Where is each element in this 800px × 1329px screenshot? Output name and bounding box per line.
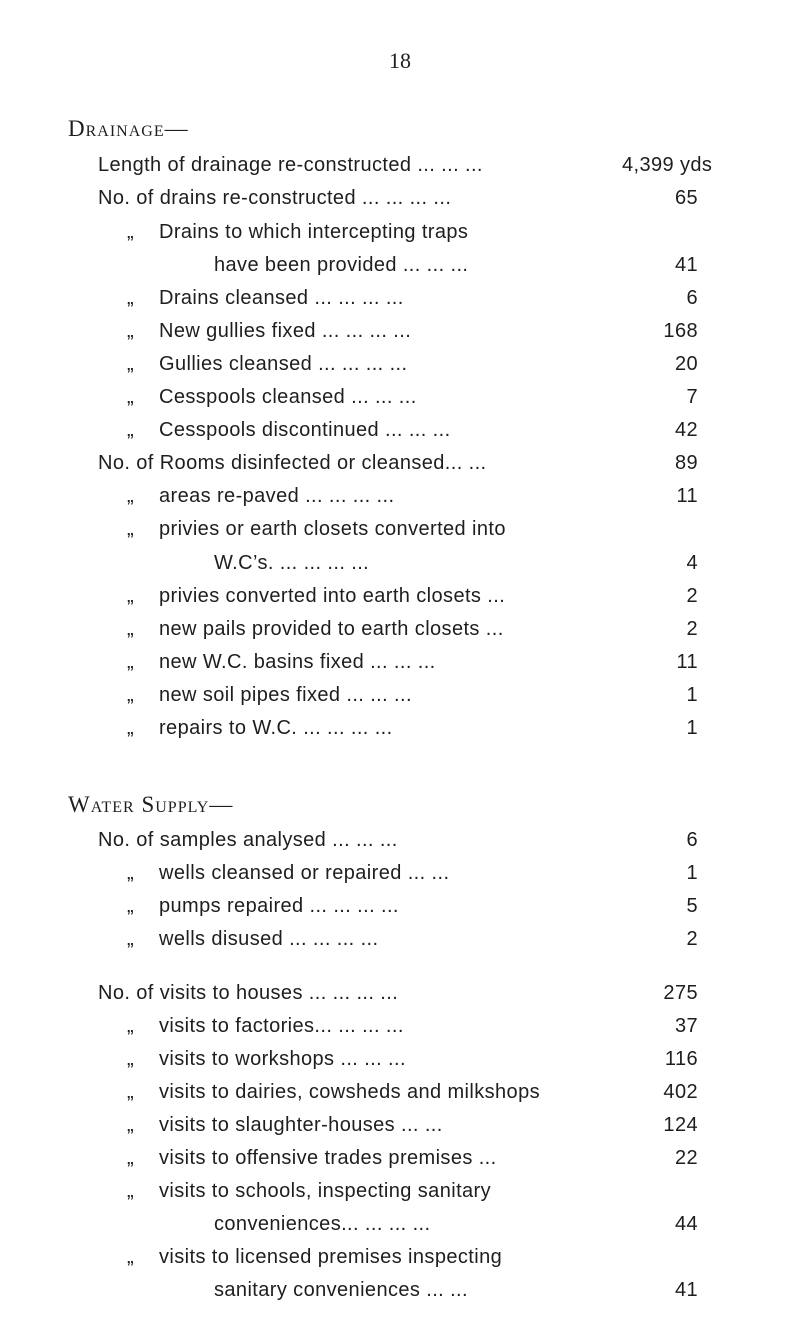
ditto-mark: „ — [127, 386, 135, 408]
row-label: No. of drains re-constructed ... ... ... ... — [98, 187, 452, 209]
row-label: conveniences... ... ... ... — [214, 1213, 431, 1235]
table-row — [0, 823, 800, 857]
ditto-mark: „ — [127, 485, 135, 507]
water-supply-heading: Water Supply— — [68, 792, 234, 817]
row-value: 1 — [686, 862, 698, 884]
row-value: 275 — [663, 982, 698, 1004]
table-row — [0, 1009, 800, 1043]
ditto-mark: „ — [127, 221, 135, 243]
table-row — [0, 678, 800, 712]
row-label: areas re-paved ... ... ... ... — [159, 485, 395, 507]
row-label: No. of samples analysed ... ... ... — [98, 829, 398, 851]
table-row — [0, 922, 800, 956]
table-row — [0, 546, 800, 580]
ditto-mark: „ — [127, 585, 135, 607]
table-row — [0, 612, 800, 646]
row-label: visits to offensive trades premises ... — [159, 1147, 497, 1169]
ditto-mark: „ — [127, 684, 135, 706]
ditto-mark: „ — [127, 1246, 135, 1268]
row-label: visits to dairies, cowsheds and milkshops — [159, 1081, 540, 1103]
row-value: 4,399 yds — [622, 154, 713, 176]
row-label: sanitary conveniences ... ... — [214, 1279, 468, 1301]
row-label: Length of drainage re-constructed ... ... ... — [98, 154, 483, 176]
ditto-mark: „ — [127, 928, 135, 950]
table-row — [0, 645, 800, 679]
row-label: New gullies fixed ... ... ... ... — [159, 320, 412, 342]
ditto-mark: „ — [127, 862, 135, 884]
ditto-mark: „ — [127, 1114, 135, 1136]
table-row — [0, 856, 800, 890]
table-row — [0, 248, 800, 282]
row-value: 41 — [674, 254, 698, 276]
table-row — [0, 281, 800, 315]
row-value: 1 — [686, 684, 698, 706]
row-label: visits to licensed premises inspecting — [159, 1246, 503, 1268]
row-value: 11 — [676, 485, 698, 507]
row-value: 116 — [664, 1048, 698, 1070]
ditto-mark: „ — [127, 1048, 135, 1070]
table-row — [0, 1141, 800, 1175]
ditto-mark: „ — [127, 618, 135, 640]
row-label: repairs to W.C. ... ... ... ... — [159, 717, 393, 739]
drainage-heading: Drainage— — [68, 116, 189, 141]
table-row — [0, 413, 800, 447]
ditto-mark: „ — [127, 895, 135, 917]
row-value: 6 — [686, 829, 698, 851]
table-row — [0, 1108, 800, 1142]
row-value: 65 — [674, 187, 698, 209]
row-label: Cesspools discontinued ... ... ... — [159, 419, 451, 441]
table-row — [0, 1207, 800, 1241]
row-value: 5 — [686, 895, 698, 917]
row-value: 89 — [674, 452, 698, 474]
row-value: 37 — [674, 1015, 698, 1037]
table-row — [0, 512, 800, 546]
row-label: Drains to which intercepting traps — [159, 221, 469, 243]
row-label: wells cleansed or repaired ... ... — [159, 862, 450, 884]
row-label: No. of Rooms disinfected or cleansed... ... — [98, 452, 487, 474]
row-value: 1 — [686, 717, 698, 739]
row-label: privies converted into earth closets ... — [159, 585, 506, 607]
row-value: 6 — [686, 287, 698, 309]
row-label: wells disused ... ... ... ... — [159, 928, 379, 950]
row-label: No. of visits to houses ... ... ... ... — [98, 982, 399, 1004]
row-label: visits to slaughter-houses ... ... — [159, 1114, 443, 1136]
row-value: 2 — [686, 618, 698, 640]
table-row — [0, 446, 800, 480]
row-value: 2 — [686, 585, 698, 607]
table-row — [0, 976, 800, 1010]
ditto-mark: „ — [127, 1015, 135, 1037]
ditto-mark: „ — [127, 320, 135, 342]
ditto-mark: „ — [127, 518, 135, 540]
ditto-mark: „ — [127, 287, 135, 309]
row-label: W.C’s. ... ... ... ... — [214, 552, 370, 574]
row-label: new W.C. basins fixed ... ... ... — [159, 651, 436, 673]
row-label: Cesspools cleansed ... ... ... — [159, 386, 417, 408]
table-row — [0, 1240, 800, 1274]
table-row — [0, 889, 800, 923]
row-value: 42 — [674, 419, 698, 441]
row-value: 20 — [674, 353, 698, 375]
ditto-mark: „ — [127, 1081, 135, 1103]
row-value: 2 — [686, 928, 698, 950]
ditto-mark: „ — [127, 1147, 135, 1169]
row-value: 4 — [686, 552, 698, 574]
table-row — [0, 148, 800, 182]
row-label: have been provided ... ... ... — [214, 254, 469, 276]
ditto-mark: „ — [127, 1180, 135, 1202]
row-value: 44 — [674, 1213, 698, 1235]
row-label: visits to factories... ... ... ... — [159, 1015, 404, 1037]
row-label: privies or earth closets converted into — [159, 518, 506, 540]
row-value: 11 — [676, 651, 698, 673]
table-row — [0, 1042, 800, 1076]
table-row — [0, 479, 800, 513]
row-label: Drains cleansed ... ... ... ... — [159, 287, 404, 309]
row-label: visits to workshops ... ... ... — [159, 1048, 406, 1070]
table-row — [0, 314, 800, 348]
row-label: new pails provided to earth closets ... — [159, 618, 504, 640]
table-row — [0, 579, 800, 613]
ditto-mark: „ — [127, 419, 135, 441]
table-row — [0, 380, 800, 414]
row-label: pumps repaired ... ... ... ... — [159, 895, 399, 917]
table-row — [0, 347, 800, 381]
table-row — [0, 711, 800, 745]
row-label: visits to schools, inspecting sanitary — [159, 1180, 492, 1202]
row-value: 22 — [674, 1147, 698, 1169]
ditto-mark: „ — [127, 353, 135, 375]
row-value: 124 — [663, 1114, 698, 1136]
row-value: 168 — [663, 320, 698, 342]
table-row — [0, 181, 800, 215]
ditto-mark: „ — [127, 717, 135, 739]
row-value: 7 — [686, 386, 698, 408]
ditto-mark: „ — [127, 651, 135, 673]
row-label: Gullies cleansed ... ... ... ... — [159, 353, 408, 375]
row-label: new soil pipes fixed ... ... ... — [159, 684, 412, 706]
table-row — [0, 1273, 800, 1307]
page-number: 18 — [389, 48, 411, 73]
row-value: 402 — [663, 1081, 698, 1103]
table-row — [0, 1075, 800, 1109]
row-value: 41 — [674, 1279, 698, 1301]
table-row — [0, 215, 800, 249]
table-row — [0, 1174, 800, 1208]
